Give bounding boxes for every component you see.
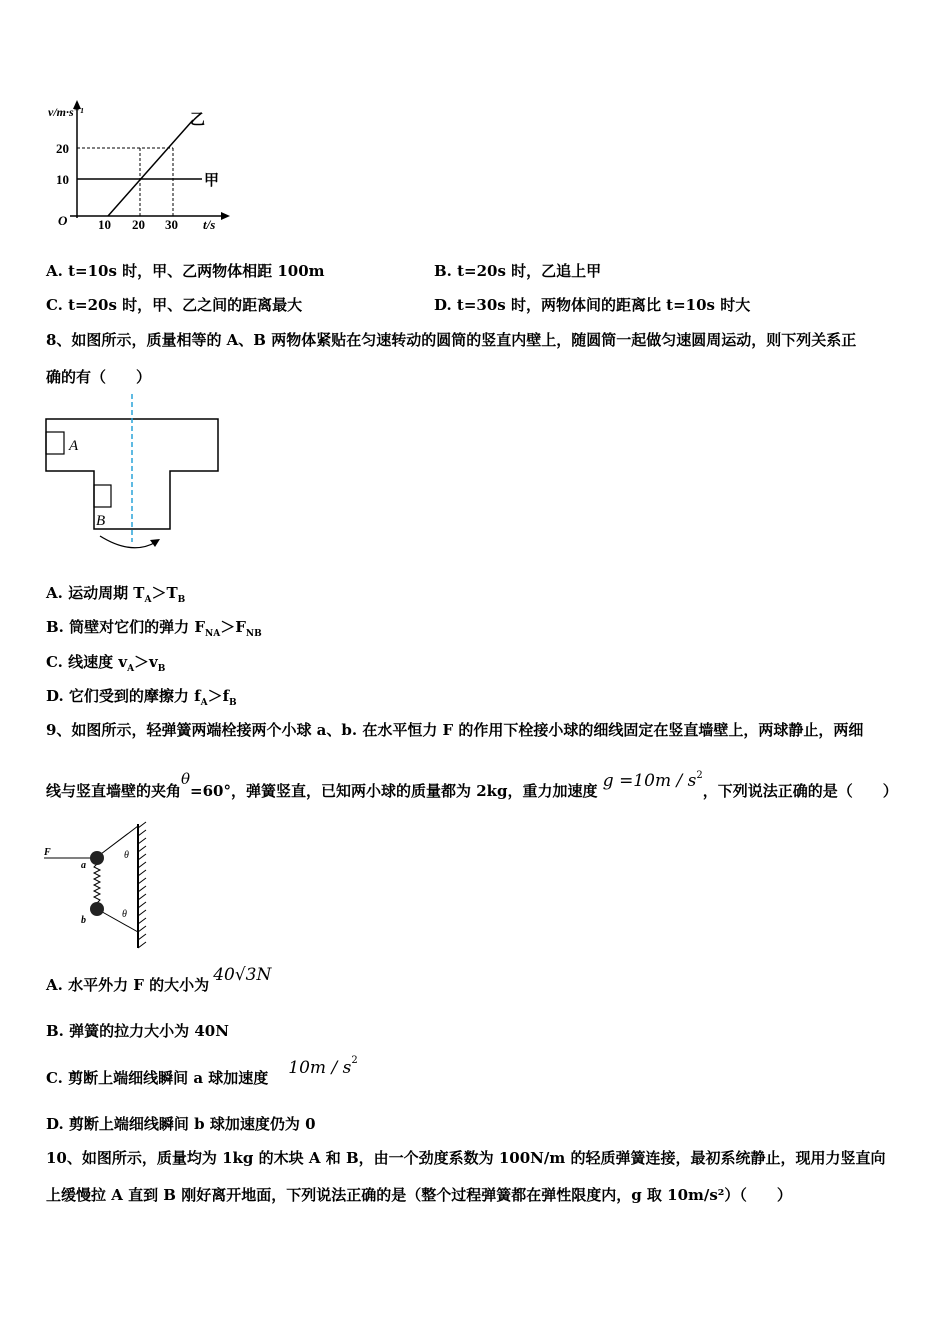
y-axis-label: v/m·s⁻¹ — [48, 105, 84, 119]
q8-stem-line1: 8、如图所示，质量相等的 A、B 两物体紧贴在匀速转动的圆筒的竖直内壁上，随圆筒一起做匀速圆周运动，则下列关系正 — [46, 331, 857, 349]
q7-option-d[interactable]: D. t=30s 时，两物体间的距离比 t=10s 时大 — [434, 296, 751, 314]
q10-stem-line2: 上缓慢拉 A 直到 B 刚好离开地面，下列说法正确的是（整个过程弹簧都在弹性限度内，g 取 10m/s²）（ ） — [46, 1186, 792, 1204]
block-b-label: B — [96, 513, 106, 529]
q9-option-b[interactable]: B. 弹簧的拉力大小为 40N — [46, 1022, 229, 1040]
x-axis-label: t/s — [203, 217, 216, 232]
q9-option-d[interactable]: D. 剪断上端细线瞬间 b 球加速度仍为 0 — [46, 1115, 316, 1133]
fig-theta-top: θ — [124, 850, 129, 861]
q8-figure — [40, 392, 230, 564]
fig-theta-bottom: θ — [122, 909, 127, 920]
y-tick-20: 20 — [56, 141, 69, 156]
label-jia: 甲 — [204, 173, 220, 189]
origin-label: O — [58, 213, 68, 228]
ball-b — [90, 902, 104, 916]
x-tick-20: 20 — [132, 217, 145, 232]
q8-option-b[interactable]: B. 筒壁对它们的弹力 $F_{NA}>F_{NB}$ — [46, 618, 262, 639]
line-yi — [108, 120, 193, 216]
label-yi: 乙 — [190, 112, 206, 128]
block-a — [46, 432, 64, 454]
q9-figure — [40, 820, 160, 952]
block-b — [94, 485, 111, 507]
y-tick-10: 10 — [56, 172, 69, 187]
q9-stem-line2: 线与竖直墙壁的夹角θ=60°，弹簧竖直，已知两小球的质量都为 2kg，重力加速度 $g =10m / s^2$，下列说法正确的是（ ） — [46, 770, 898, 800]
q8-option-c[interactable]: C. 线速度 $v_A>v_B$ — [46, 653, 166, 674]
q9-stem-line1: 9、如图所示，轻弹簧两端栓接两个小球 a、b. 在水平恒力 F 的作用下栓接小球的细线固定在竖直墙壁上，两球静止，两细 — [46, 721, 864, 739]
q7-option-a[interactable]: A. t=10s 时，甲、乙两物体相距 100m — [46, 262, 325, 280]
q8-option-d[interactable]: D. 它们受到的摩擦力 $f_A>f_B$ — [46, 687, 237, 708]
fig-f-label: F — [44, 847, 51, 858]
x-axis-arrow — [221, 212, 230, 220]
rotation-arrow — [100, 536, 156, 548]
x-tick-30: 30 — [165, 217, 178, 232]
rotation-arrowhead — [150, 539, 160, 547]
block-a-label: A — [69, 438, 79, 454]
q7-option-b[interactable]: B. t=20s 时，乙追上甲 — [434, 262, 602, 280]
x-tick-10: 10 — [98, 217, 111, 232]
fig-b-label: b — [81, 915, 86, 926]
spring — [94, 864, 100, 903]
q8-stem-line2: 确的有（ ） — [46, 368, 152, 386]
q7-option-c[interactable]: C. t=20s 时，甲、乙之间的距离最大 — [46, 296, 303, 314]
q10-stem-line1: 10、如图所示，质量均为 1kg 的木块 A 和 B，由一个劲度系数为 100N/m 的轻质弹簧连接，最初系统静止，现用力竖直向 — [46, 1149, 886, 1167]
q9-option-a[interactable]: A. 水平外力 F 的大小为 40√3N — [46, 965, 272, 994]
vt-graph — [40, 98, 240, 238]
q8-option-a[interactable]: A. 运动周期 $T_A>T_B$ — [46, 584, 186, 605]
q9-option-c[interactable]: C. 剪断上端细线瞬间 a 球加速度 $10m / s^2$ — [46, 1055, 358, 1087]
fig-a-label: a — [81, 860, 86, 871]
ball-a — [90, 851, 104, 865]
